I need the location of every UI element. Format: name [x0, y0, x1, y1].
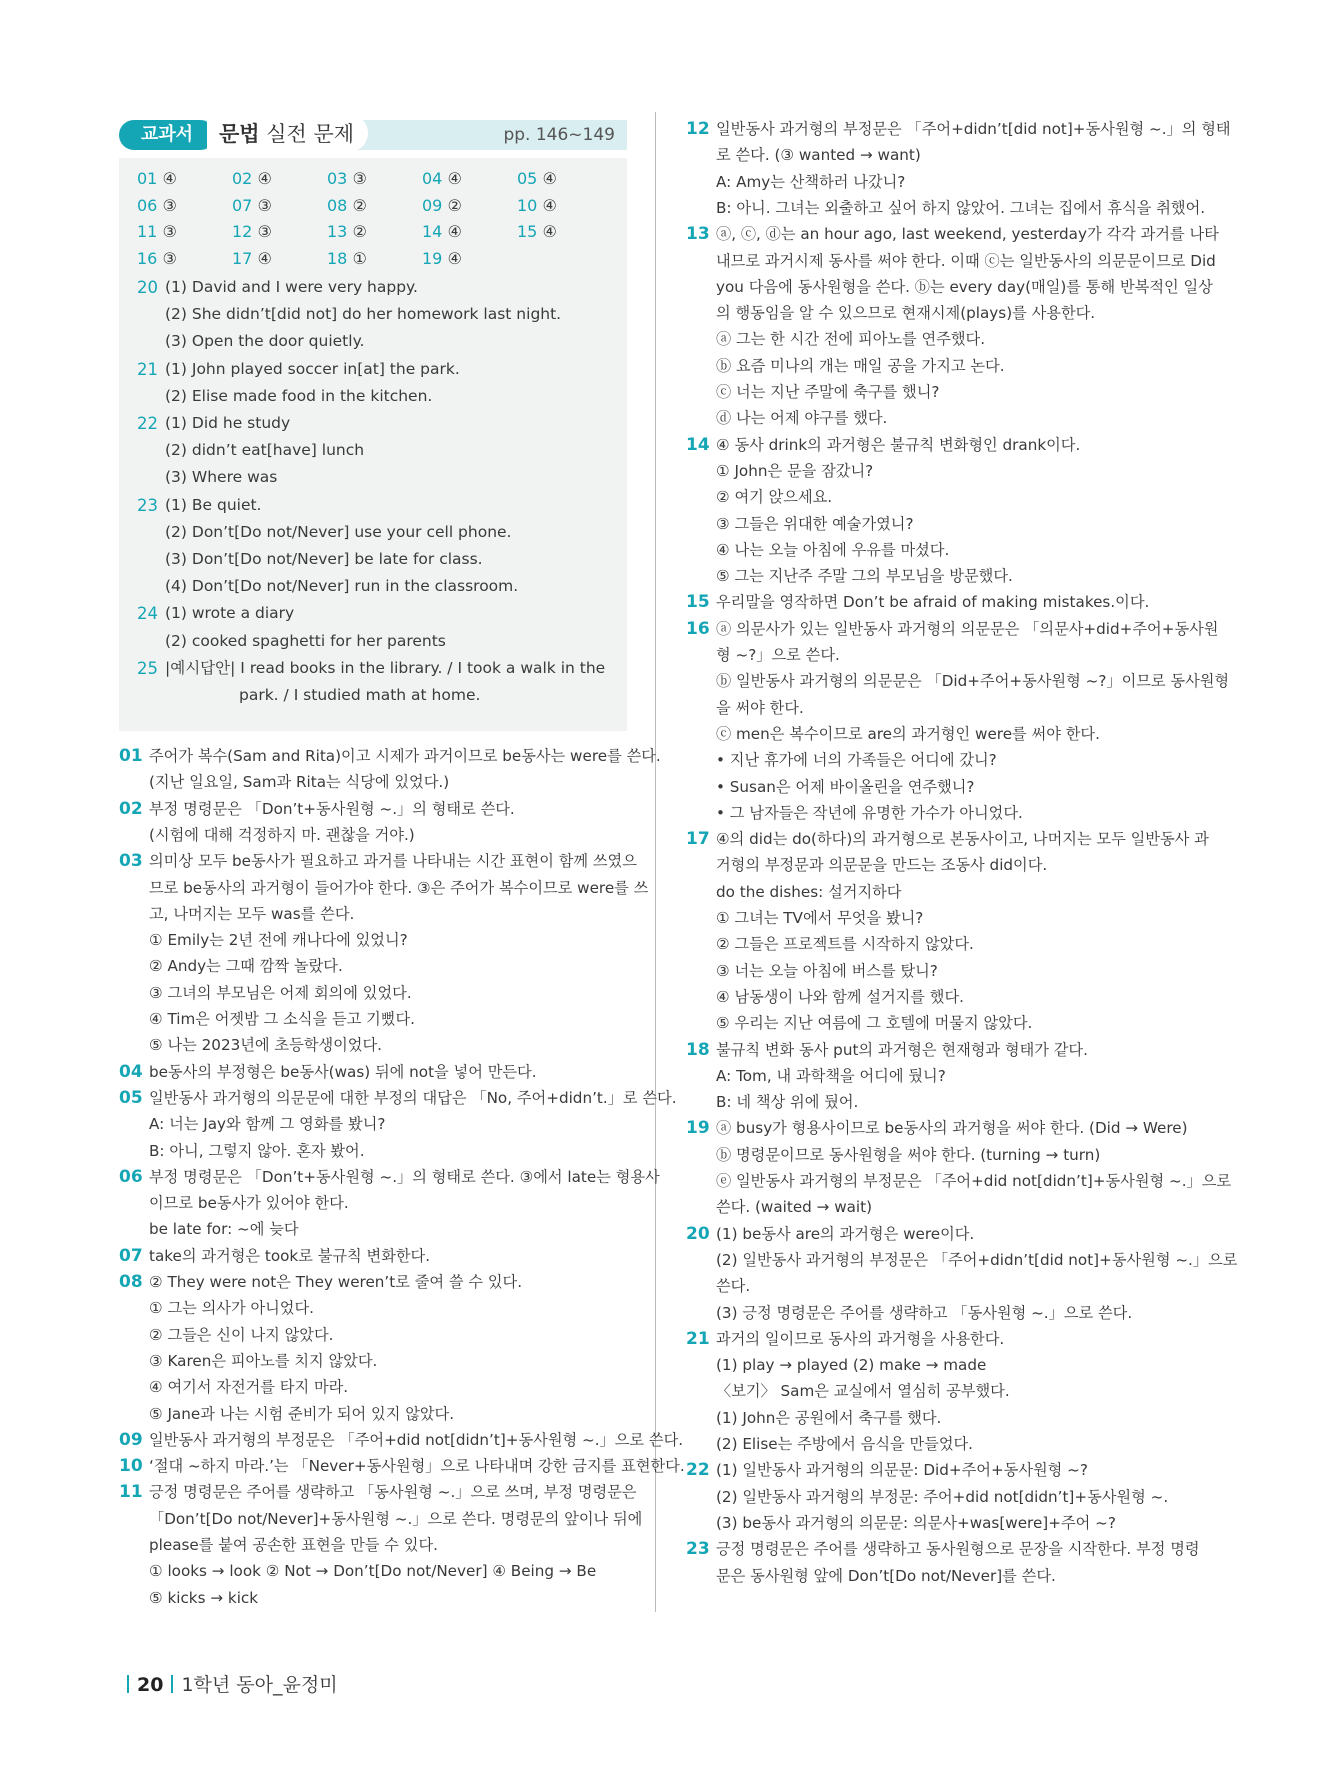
answer-cell — [232, 219, 272, 245]
answer-number: 14 — [422, 222, 448, 241]
explanation-line: ③ Karen은 피아노를 치지 않았다. — [149, 1351, 378, 1370]
explanation-line: ⓑ 일반동사 과거형의 의문문은 「Did+주어+동사원형 ~?」이므로 동사원형 — [716, 672, 1230, 691]
explanation-line: 긍정 명령문은 주어를 생략하고 「동사원형 ~.」으로 쓰며, 부정 명령문은 — [149, 1483, 637, 1502]
footer-bar — [127, 1675, 129, 1693]
explanation-line: ④의 did는 do(하다)의 과거형으로 본동사이고, 나머지는 모두 일반동사 과 — [716, 830, 1209, 849]
answer-cell — [137, 193, 177, 219]
answer-cell — [232, 193, 272, 219]
explanation-line: 과거의 일이므로 동사의 과거형을 사용한다. — [716, 1329, 1005, 1348]
explanation-line: ② They were not은 They weren’t로 줄여 쓸 수 있다. — [149, 1273, 523, 1291]
explanation-number: 03 — [119, 851, 143, 872]
section-title — [207, 114, 368, 152]
explanation-line: 부정 명령문은 「Don’t+동사원형 ~.」의 형태로 쓴다. ③에서 late는 형용사 — [149, 1167, 660, 1186]
explanation-line: ⓓ 나는 어제 야구를 했다. — [716, 409, 888, 428]
textbook-badge: 교과서 — [119, 120, 215, 150]
answer-choice: ③ — [162, 248, 177, 268]
explanation-number: 19 — [686, 1118, 710, 1139]
explanation-number: 02 — [119, 798, 143, 819]
explanation-line: 일반동사 과거형의 부정문은 「주어+didn’t[did not]+동사원형 ~.」의 형태 — [716, 120, 1231, 138]
explanation-line: A: Tom, 내 과학책을 어디에 뒀니? — [716, 1066, 946, 1085]
explanation-number: 08 — [119, 1272, 143, 1292]
written-answer-number: 24 — [137, 604, 158, 624]
answer-number: 11 — [137, 222, 163, 241]
explanation-line: 의미상 모두 be동사가 필요하고 과거를 나타내는 시간 표현이 함께 쓰였으 — [149, 852, 637, 871]
answer-number: 05 — [517, 169, 543, 188]
explanation-number: 01 — [119, 746, 143, 766]
explanation-line: 쓴다. (waited → wait) — [716, 1198, 873, 1217]
title-rest: 실전 문제 — [259, 122, 355, 146]
page-number: 20 — [137, 1674, 164, 1696]
written-answer-line: (2) Elise made food in the kitchen. — [165, 386, 433, 405]
answer-number: 09 — [422, 195, 448, 215]
answer-number: 16 — [137, 248, 163, 268]
explanation-line: 긍정 명령문은 주어를 생략하고 동사원형으로 문장을 시작한다. 부정 명령 — [716, 1540, 1200, 1559]
explanation-line: do the dishes: 설거지하다 — [716, 882, 902, 901]
explanation-line: 일반동사 과거형의 부정문은 「주어+did not[didn’t]+동사원형 ~.」으로 쓴다. — [149, 1430, 684, 1449]
explanation-line: ② 그들은 프로젝트를 시작하지 않았다. — [716, 935, 974, 954]
explanation-line: (3) be동사 과거형의 의문문: 의문사+was[were]+주어 ~? — [716, 1513, 1116, 1532]
answer-number: 02 — [232, 169, 258, 188]
column-divider — [655, 112, 656, 1612]
answer-number: 17 — [232, 248, 258, 268]
explanation-number: 23 — [686, 1539, 710, 1560]
explanation-number: 12 — [686, 119, 710, 139]
page-range: pp. 146~149 — [503, 125, 615, 145]
explanation-line: ④ 나는 오늘 아침에 우유를 마셨다. — [716, 540, 950, 559]
explanation-line: ③ 그들은 위대한 예술가였니? — [716, 514, 914, 533]
written-answer-line: (1) Be quiet. — [165, 495, 262, 514]
answer-row — [137, 219, 617, 245]
answer-number: 12 — [232, 222, 258, 241]
answer-cell — [232, 166, 272, 192]
explanation-line: ⓔ 일반동사 과거형의 부정문은 「주어+did not[didn’t]+동사원형 ~.」으로 — [716, 1172, 1232, 1190]
explanation-line: ⓒ men은 복수이므로 are의 과거형인 were를 써야 한다. — [716, 724, 1100, 743]
explanation-line: ① John은 문을 잠갔니? — [716, 461, 874, 480]
answer-row — [137, 166, 617, 192]
explanation-line: ④ 남동생이 나와 함께 설거지를 했다. — [716, 987, 964, 1006]
explanation-line: 우리말을 영작하면 Don’t be afraid of making mistakes.이다. — [716, 593, 1150, 612]
answer-choice: ④ — [447, 248, 462, 268]
answer-choice: ④ — [447, 222, 462, 241]
written-answer-line: (2) She didn’t[did not] do her homework last night. — [165, 305, 562, 324]
explanation-line: 주어가 복수(Sam and Rita)이고 시제가 과거이므로 be동사는 were를 쓴다. — [149, 747, 661, 765]
explanation-line: ① 그는 의사가 아니었다. — [149, 1299, 314, 1318]
explanation-line: 고, 나머지는 모두 was를 쓴다. — [149, 904, 355, 923]
answer-choice: ④ — [257, 169, 272, 188]
answer-number: 04 — [422, 169, 448, 188]
explanation-number: 07 — [119, 1245, 143, 1266]
written-answer-line: (2) didn’t eat[have] lunch — [165, 441, 365, 460]
explanation-line: ① 그녀는 TV에서 무엇을 봤니? — [716, 909, 924, 927]
answer-choice: ② — [352, 222, 367, 241]
written-answer-line: (4) Don’t[Do not/Never] run in the classroom. — [165, 577, 519, 596]
answer-number: 13 — [327, 222, 353, 241]
answer-cell — [327, 246, 367, 272]
written-answer-line: (1) Did he study — [165, 414, 291, 432]
written-answer-number: 22 — [137, 414, 158, 433]
footer-bar — [171, 1675, 173, 1693]
explanation-number: 04 — [119, 1061, 143, 1082]
explanation-line: ⑤ Jane과 나는 시험 준비가 되어 있지 않았다. — [149, 1404, 455, 1423]
answer-choice: ③ — [162, 222, 177, 241]
explanation-number: 10 — [119, 1456, 143, 1477]
written-answer-number: 23 — [137, 495, 158, 515]
explanation-line: ⓒ 너는 지난 주말에 축구를 했니? — [716, 383, 940, 401]
written-answer-line: (3) Don’t[Do not/Never] be late for class. — [165, 550, 483, 568]
answer-choice: ④ — [542, 169, 557, 188]
explanation-line: ② 여기 앉으세요. — [716, 488, 833, 507]
explanation-line: 쓴다. — [716, 1277, 751, 1296]
answer-cell — [137, 246, 177, 272]
written-answer-line: (1) wrote a diary — [165, 604, 295, 623]
explanation-line: (2) 일반동사 과거형의 부정문은 「주어+didn’t[did not]+동사원형 ~.」으로 — [716, 1250, 1238, 1269]
explanation-line: ⓐ 그는 한 시간 전에 피아노를 연주했다. — [716, 330, 986, 349]
explanation-line: B: 네 책상 위에 뒀어. — [716, 1093, 859, 1112]
answer-cell — [327, 193, 367, 219]
answer-cell — [517, 193, 557, 219]
explanation-line: (2) 일반동사 과거형의 부정문: 주어+did not[didn’t]+동사원형 ~. — [716, 1487, 1169, 1506]
explanation-line: (1) be동사 are의 과거형은 were이다. — [716, 1224, 975, 1243]
answer-number: 08 — [327, 195, 353, 215]
written-answer-line: (3) Where was — [165, 468, 278, 487]
answer-cell — [517, 166, 557, 192]
explanation-number: 22 — [686, 1460, 710, 1481]
explanation-line: ⓐ busy가 형용사이므로 be동사의 과거형을 써야 한다. (Did → Were) — [716, 1119, 1188, 1138]
explanation-line: 로 쓴다. (③ wanted → want) — [716, 146, 921, 165]
explanation-line: 므로 be동사의 과거형이 들어가야 한다. ③은 주어가 복수이므로 were를 쓰 — [149, 878, 649, 897]
explanation-number: 11 — [119, 1482, 143, 1503]
explanation-line: take의 과거형은 took로 불규칙 변화한다. — [149, 1246, 431, 1265]
explanation-line: • 지난 휴가에 너의 가족들은 어디에 갔니? — [716, 751, 997, 770]
answer-choice: ④ — [542, 195, 557, 215]
page-footer — [119, 1670, 338, 1700]
written-answer-number: 21 — [137, 359, 158, 379]
explanation-line: ④ Tim은 어젯밤 그 소식을 듣고 기뻤다. — [149, 1010, 415, 1028]
title-bold: 문법 — [219, 122, 260, 146]
answer-box — [119, 158, 627, 731]
answer-number: 10 — [517, 195, 543, 215]
explanation-line: 일반동사 과거형의 의문문에 대한 부정의 대답은 「No, 주어+didn’t.」로 쓴다. — [149, 1088, 677, 1107]
answer-number: 01 — [137, 169, 163, 188]
answer-cell — [137, 219, 177, 245]
explanation-line: 을 써야 한다. — [716, 698, 804, 717]
explanation-number: 16 — [686, 618, 710, 639]
explanation-line: (1) 일반동사 과거형의 의문문: Did+주어+동사원형 ~? — [716, 1461, 1088, 1480]
explanation-line: 형 ~?」으로 쓴다. — [716, 646, 840, 664]
written-answer-line: park. / I studied math at home. — [239, 686, 481, 704]
answer-cell — [422, 193, 462, 219]
explanation-number: 06 — [119, 1166, 143, 1187]
written-answer-line: (2) Don’t[Do not/Never] use your cell phone. — [165, 522, 512, 541]
explanation-number: 18 — [686, 1039, 710, 1060]
explanation-number: 17 — [686, 829, 710, 850]
answer-row — [137, 246, 617, 272]
written-answer-number: 20 — [137, 278, 158, 297]
answer-cell — [517, 219, 557, 245]
explanation-line: • Susan은 어제 바이올린을 연주했니? — [716, 777, 975, 796]
answer-cell — [232, 246, 272, 272]
answer-cell — [137, 166, 177, 192]
answer-choice: ④ — [162, 169, 177, 188]
explanation-line: 거형의 부정문과 의문문을 만드는 조동사 did이다. — [716, 856, 1048, 875]
explanation-line: 부정 명령문은 「Don’t+동사원형 ~.」의 형태로 쓴다. — [149, 799, 515, 818]
explanation-line: ⓐ, ⓒ, ⓓ는 an hour ago, last weekend, yesterday가 각각 과거를 나타 — [716, 225, 1219, 244]
explanation-number: 13 — [686, 224, 710, 245]
explanation-line: 불규칙 변화 동사 put의 과거형은 현재형과 형태가 같다. — [716, 1040, 1088, 1059]
explanation-line: ① looks → look ② Not → Don’t[Do not/Never] ④ Being → Be — [149, 1562, 597, 1581]
explanation-number: 15 — [686, 592, 710, 613]
answer-choice: ③ — [162, 195, 177, 215]
written-answer-line: (3) Open the door quietly. — [165, 332, 365, 351]
answer-choice: ③ — [257, 195, 272, 215]
written-answer-line: |예시답안| I read books in the library. / I took a walk in the — [165, 658, 606, 677]
answer-choice: ④ — [257, 248, 272, 268]
written-answer-number: 25 — [137, 658, 158, 678]
explanation-line: ③ 그녀의 부모님은 어제 회의에 있었다. — [149, 983, 412, 1002]
explanation-line: ② Andy는 그때 깜짝 놀랐다. — [149, 957, 343, 976]
explanation-line: B: 아니, 그렇지 않아. 혼자 봤어. — [149, 1141, 365, 1160]
section-header — [119, 116, 627, 156]
explanation-line: 〈보기〉 Sam은 교실에서 열심히 공부했다. — [716, 1382, 1010, 1401]
explanation-line: ‘절대 ~하지 마라.’는 「Never+동사원형」으로 나타내며 강한 금지를 표현한다. — [149, 1457, 685, 1476]
answer-number: 19 — [422, 248, 448, 268]
answer-number: 18 — [327, 248, 353, 268]
explanation-line: 이므로 be동사가 있어야 한다. — [149, 1194, 349, 1213]
explanation-line: B: 아니. 그녀는 외출하고 싶어 하지 않았어. 그녀는 집에서 휴식을 취했어. — [716, 198, 1206, 217]
answer-choice: ② — [447, 195, 462, 215]
answer-choice: ② — [352, 195, 367, 215]
answer-choice: ④ — [447, 169, 462, 188]
answer-choice: ① — [352, 248, 367, 268]
explanation-line: you 다음에 동사원형을 쓴다. ⓑ는 every day(매일)를 통해 반복적인 일상 — [716, 277, 1213, 296]
answer-cell — [327, 219, 367, 245]
answer-row — [137, 193, 617, 219]
explanation-line: (1) play → played (2) make → made — [716, 1356, 987, 1375]
answer-choice: ③ — [352, 169, 367, 188]
explanation-line: (1) John은 공원에서 축구를 했다. — [716, 1408, 942, 1427]
explanation-number: 14 — [686, 434, 710, 455]
explanation-line: please를 붙여 공손한 표현을 만들 수 있다. — [149, 1536, 438, 1554]
explanation-line: ⑤ 그는 지난주 주말 그의 부모님을 방문했다. — [716, 567, 1013, 586]
explanation-line: ⓐ 의문사가 있는 일반동사 과거형의 의문문은 「의문사+did+주어+동사원 — [716, 619, 1219, 638]
explanation-line: be late for: ~에 늦다 — [149, 1220, 299, 1239]
explanation-line: ④ 여기서 자전거를 타지 마라. — [149, 1378, 349, 1397]
explanation-number: 09 — [119, 1429, 143, 1450]
explanation-line: be동사의 부정형은 be동사(was) 뒤에 not을 넣어 만든다. — [149, 1062, 537, 1081]
explanation-line: 「Don’t[Do not/Never]+동사원형 ~.」으로 쓴다. 명령문의 앞이나 뒤에 — [149, 1509, 643, 1528]
explanation-line: 문은 동사원형 앞에 Don’t[Do not/Never]를 쓴다. — [716, 1566, 1056, 1585]
explanation-number: 20 — [686, 1223, 710, 1244]
answer-number: 15 — [517, 222, 543, 241]
explanation-line: ⑤ kicks → kick — [149, 1588, 259, 1607]
explanation-line: (2) Elise는 주방에서 음식을 만들었다. — [716, 1435, 973, 1453]
explanation-line: ④ 동사 drink의 과거형은 불규칙 변화형인 drank이다. — [716, 435, 1081, 454]
explanation-line: ② 그들은 신이 나지 않았다. — [149, 1325, 334, 1344]
explanation-line: A: 너는 Jay와 함께 그 영화를 봤니? — [149, 1115, 386, 1134]
written-answer-line: (1) David and I were very happy. — [165, 278, 418, 296]
explanation-number: 21 — [686, 1328, 710, 1349]
answer-number: 03 — [327, 169, 353, 188]
answer-cell — [422, 219, 462, 245]
explanation-line: (시험에 대해 걱정하지 마. 괜찮을 거야.) — [149, 825, 415, 844]
explanation-line: (지난 일요일, Sam과 Rita는 식당에 있었다.) — [149, 773, 450, 792]
explanation-line: (3) 긍정 명령문은 주어를 생략하고 「동사원형 ~.」으로 쓴다. — [716, 1303, 1133, 1322]
book-title: 1학년 동아_윤정미 — [181, 1674, 338, 1696]
explanation-line: ③ 너는 오늘 아침에 버스를 탔니? — [716, 961, 938, 980]
explanation-number: 05 — [119, 1087, 143, 1108]
explanation-line: 의 행동임을 알 수 있으므로 현재시제(plays)를 사용한다. — [716, 304, 1096, 323]
explanation-line: ⑤ 나는 2023년에 초등학생이었다. — [149, 1036, 382, 1055]
explanation-line: ① Emily는 2년 전에 캐나다에 있었니? — [149, 931, 408, 950]
explanation-line: ⓑ 명령문이므로 동사원형을 써야 한다. (turning → turn) — [716, 1145, 1101, 1164]
explanation-line: A: Amy는 산책하러 나갔니? — [716, 172, 906, 191]
answer-cell — [422, 166, 462, 192]
explanation-line: ⓑ 요즘 미나의 개는 매일 공을 가지고 논다. — [716, 356, 1005, 375]
answer-choice: ④ — [542, 222, 557, 241]
answer-choice: ③ — [257, 222, 272, 241]
written-answer-line: (2) cooked spaghetti for her parents — [165, 631, 446, 650]
answer-cell — [422, 246, 462, 272]
explanation-line: • 그 남자들은 작년에 유명한 가수가 아니었다. — [716, 803, 1023, 822]
answer-cell — [327, 166, 367, 192]
explanation-line: ⑤ 우리는 지난 여름에 그 호텔에 머물지 않았다. — [716, 1014, 1033, 1033]
answer-number: 06 — [137, 195, 163, 215]
written-answer-line: (1) John played soccer in[at] the park. — [165, 359, 460, 378]
answer-number: 07 — [232, 195, 258, 215]
explanation-line: 내므로 과거시제 동사를 써야 한다. 이때 ⓒ는 일반동사의 의문문이므로 Did — [716, 251, 1216, 270]
